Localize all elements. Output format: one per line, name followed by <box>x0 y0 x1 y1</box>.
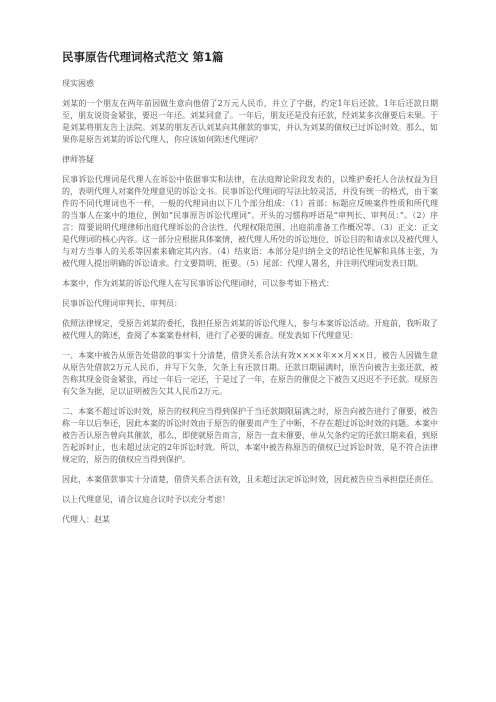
paragraph-salutation: 民事诉讼代理词审判长、审判员： <box>62 299 182 308</box>
document-title: 民事原告代理词格式范文 第1篇 <box>62 50 224 64</box>
document-page <box>62 50 438 534</box>
paragraph-reference-intro: 本案中，作为刘某的诉讼代理人在写民事诉讼代理词时，可以参考如下格式： <box>62 279 334 288</box>
paragraph-case-background: 刘某的一个朋友在两年前因做生意向他借了2万元人民币，并立了字据，约定1年后还款。1年后还款日期至，朋友说资金紧张，要迟一年还。刘某同意了。一年后，朋友还是没有还款，经刘某多次催要后未果。于是刘某将朋友告上法院。刘某的朋友否认刘某向其催款的事实，并认为刘某的债权已过诉讼时效。那么，如果你是原告刘某的诉讼代理人，你应该如何陈述代理词？ <box>62 99 438 144</box>
paragraph-conclusion: 因此，本案借款事实十分清楚，借贷关系合法有效，且未超过法定诉讼时效，因此被告应当承担偿还责任。 <box>62 475 438 484</box>
paragraph-closing: 以上代理意见，请合议庭合议时予以充分考虑！ <box>62 495 230 504</box>
section-heading-confusion: 现实困惑 <box>62 79 94 88</box>
section-heading-lawyer-answer: 律师答疑 <box>62 155 94 164</box>
document-body <box>62 78 438 526</box>
paragraph-point-two: 二、本案不超过诉讼时效，原告的权利应当得到保护于当还款期限届满之时，原告向被告进行了催要，被告称一年以后奉还，因此本案的诉讼时效由于原告的催要而产生了中断，不存在超过诉讼时效的问题。本案中被告否认原告曾向其催款，那么，即使就原告而言，原告一直未催要，单从欠条约定的还款日期来看，到原告起诉时止，也未超过法定的2年诉讼时效。所以，本案中被告称原告的债权已过诉讼时效，是不符合法律规定的，原告的债权应当得到保护。 <box>62 407 438 464</box>
paragraph-preface: 依照法律规定，受原告刘某的委托，我担任原告刘某的诉讼代理人，参与本案诉讼活动。开庭前，我听取了被代理人的陈述，查阅了本案案卷材料，进行了必要的调查。现发表如下代理意见： <box>62 319 438 340</box>
paragraph-format-explanation: 民事诉讼代理词是代理人在诉讼中依据事实和法律，在法庭辩论阶段发表的，以维护委托人合法权益为目的，表明代理人对案件处理意见的诉讼文书。民事诉讼代理词的写法比较灵活，并没有统一的格式，由于案件的不同代理词也不一样，一般的代理词由以下几个部分组成：（1）首部：标题应反映案件性质和所代理的当事人在案中的地位，例如“民事原告诉讼代理词”。开头的习惯称呼语是“审判长、审判员：”。（2）序言：简要说明代理律师出庭代理诉讼的合法性、代理权限范围、出庭前准备工作概况等。（3）正文：正文是代理词的核心内容。这一部分应根据具体案情，被代理人所处的诉讼地位、诉讼目的和请求以及被代理人与对方当事人的关系等因素来确定其内容。（4）结束语：本部分是归纳全文的结论性见解和具体主张，为被代理人提出明确的诉讼请求。行文要简明、扼要。（5）尾部：代理人署名，并注明代理词发表日期。 <box>62 175 438 268</box>
paragraph-point-one: 一、本案中被告从原告处借款的事实十分清楚，借贷关系合法有效××××年××月××日，被告人因做生意从原告处借款2万元人民币，并写下欠条，欠条上有还款日期。还款日期届满时，原告向被告主张还款，被告称其现金资金紧张，再过一年后一定还，于是过了一年，在原告的催促之下被告又迟迟不予还款。现原告有欠条为据，足以证明被告欠其人民币2万元。 <box>62 351 438 396</box>
paragraph-signature: 代理人：赵某 <box>62 515 110 524</box>
